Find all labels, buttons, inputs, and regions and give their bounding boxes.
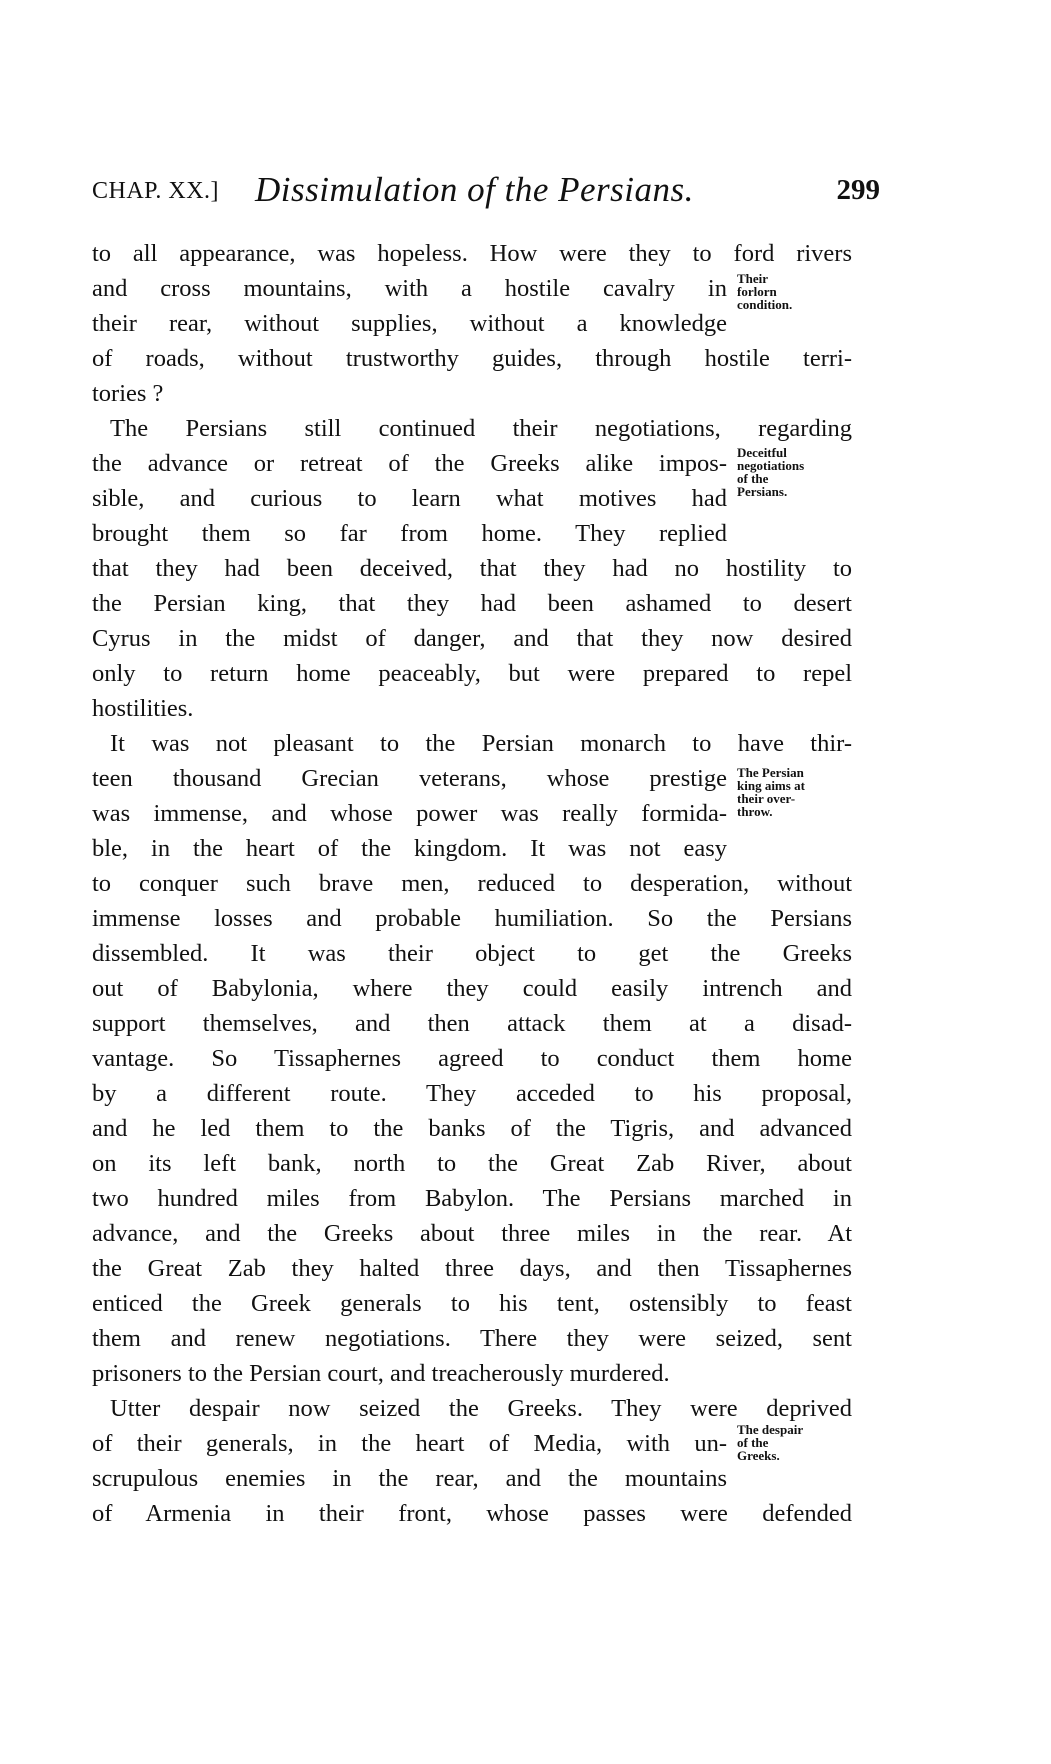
sidenote bbox=[737, 766, 857, 818]
text-line: Utter despair now seized the Greeks. They were deprived bbox=[110, 1395, 852, 1422]
text-line: to all appearance, was hopeless. How were they to ford rivers bbox=[92, 240, 852, 267]
paragraph bbox=[92, 726, 852, 1391]
text-line: brought them so far from home. They replied bbox=[92, 520, 727, 547]
paragraph bbox=[92, 236, 852, 411]
text-line: and cross mountains, with a hostile cavalry in bbox=[92, 275, 727, 302]
text-line: ble, in the heart of the kingdom. It was not easy bbox=[92, 835, 727, 862]
sidenote-line: condition. bbox=[737, 297, 793, 312]
text-line: by a different route. They acceded to his proposal, bbox=[92, 1080, 852, 1107]
text-line: It was not pleasant to the Persian monarch to have thir- bbox=[110, 730, 852, 757]
text-line: immense losses and probable humiliation. So the Persians bbox=[92, 905, 852, 932]
text-line: the advance or retreat of the Greeks alike impos- bbox=[92, 450, 727, 477]
sidenote-line: Deceitful bbox=[737, 445, 787, 460]
text-line: their rear, without supplies, without a knowledge bbox=[92, 310, 727, 337]
text-line: on its left bank, north to the Great Zab River, about bbox=[92, 1150, 852, 1177]
text-line: hostilities. bbox=[92, 695, 194, 722]
sidenote-line: their over- bbox=[737, 791, 796, 806]
chapter-label: CHAP. XX.] bbox=[92, 178, 220, 204]
text-line: that they had been deceived, that they had no hostility to bbox=[92, 555, 852, 582]
text-line: them and renew negotiations. There they were seized, sent bbox=[92, 1325, 852, 1352]
sidenote-line: Greeks. bbox=[737, 1448, 780, 1463]
sidenote-line: of the bbox=[737, 471, 769, 486]
text-line: tories ? bbox=[92, 380, 164, 407]
sidenote bbox=[737, 272, 857, 311]
page-title: Dissimulation of the Persians. bbox=[255, 170, 694, 209]
text-line: prisoners to the Persian court, and treacherously murdered. bbox=[92, 1360, 670, 1387]
sidenote-line: throw. bbox=[737, 804, 773, 819]
text-line: to conquer such brave men, reduced to desperation, without bbox=[92, 870, 852, 897]
text-line: only to return home peaceably, but were prepared to repel bbox=[92, 660, 852, 687]
text-line: of roads, without trustworthy guides, through hostile terri- bbox=[92, 345, 852, 372]
text-line: support themselves, and then attack them at a disad- bbox=[92, 1010, 852, 1037]
text-line: of their generals, in the heart of Media, with un- bbox=[92, 1430, 727, 1457]
text-line: the Persian king, that they had been ashamed to desert bbox=[92, 590, 852, 617]
sidenote bbox=[737, 1423, 857, 1462]
text-line: teen thousand Grecian veterans, whose prestige bbox=[92, 765, 727, 792]
text-line: of Armenia in their front, whose passes were defended bbox=[92, 1500, 852, 1527]
text-line: out of Babylonia, where they could easily intrench and bbox=[92, 975, 852, 1002]
page-number: 299 bbox=[836, 174, 880, 206]
text-line: scrupulous enemies in the rear, and the mountains bbox=[92, 1465, 727, 1492]
text-line: and he led them to the banks of the Tigris, and advanced bbox=[92, 1115, 852, 1142]
sidenote-line: negotiations bbox=[737, 458, 805, 473]
sidenote-line: The despair bbox=[737, 1422, 804, 1437]
text-line: sible, and curious to learn what motives had bbox=[92, 485, 727, 512]
text-line: vantage. So Tissaphernes agreed to conduct them home bbox=[92, 1045, 852, 1072]
sidenote-line: Persians. bbox=[737, 484, 788, 499]
sidenote-line: Their bbox=[737, 271, 769, 286]
sidenote bbox=[737, 446, 857, 498]
sidenote-line: of the bbox=[737, 1435, 769, 1450]
text-line: advance, and the Greeks about three miles in the rear. At bbox=[92, 1220, 852, 1247]
text-line: enticed the Greek generals to his tent, ostensibly to feast bbox=[92, 1290, 852, 1317]
text-line: the Great Zab they halted three days, and then Tissaphernes bbox=[92, 1255, 852, 1282]
text-line: The Persians still continued their negotiations, regarding bbox=[110, 415, 852, 442]
sidenote-line: The Persian bbox=[737, 765, 804, 780]
text-line: Cyrus in the midst of danger, and that they now desired bbox=[92, 625, 852, 652]
sidenote-line: forlorn bbox=[737, 284, 777, 299]
running-header bbox=[92, 160, 880, 210]
sidenote-line: king aims at bbox=[737, 778, 805, 793]
body-text bbox=[92, 236, 852, 1531]
text-line: dissembled. It was their object to get the Greeks bbox=[92, 940, 852, 967]
text-line: was immense, and whose power was really formida- bbox=[92, 800, 727, 827]
text-line: two hundred miles from Babylon. The Persians marched in bbox=[92, 1185, 852, 1212]
